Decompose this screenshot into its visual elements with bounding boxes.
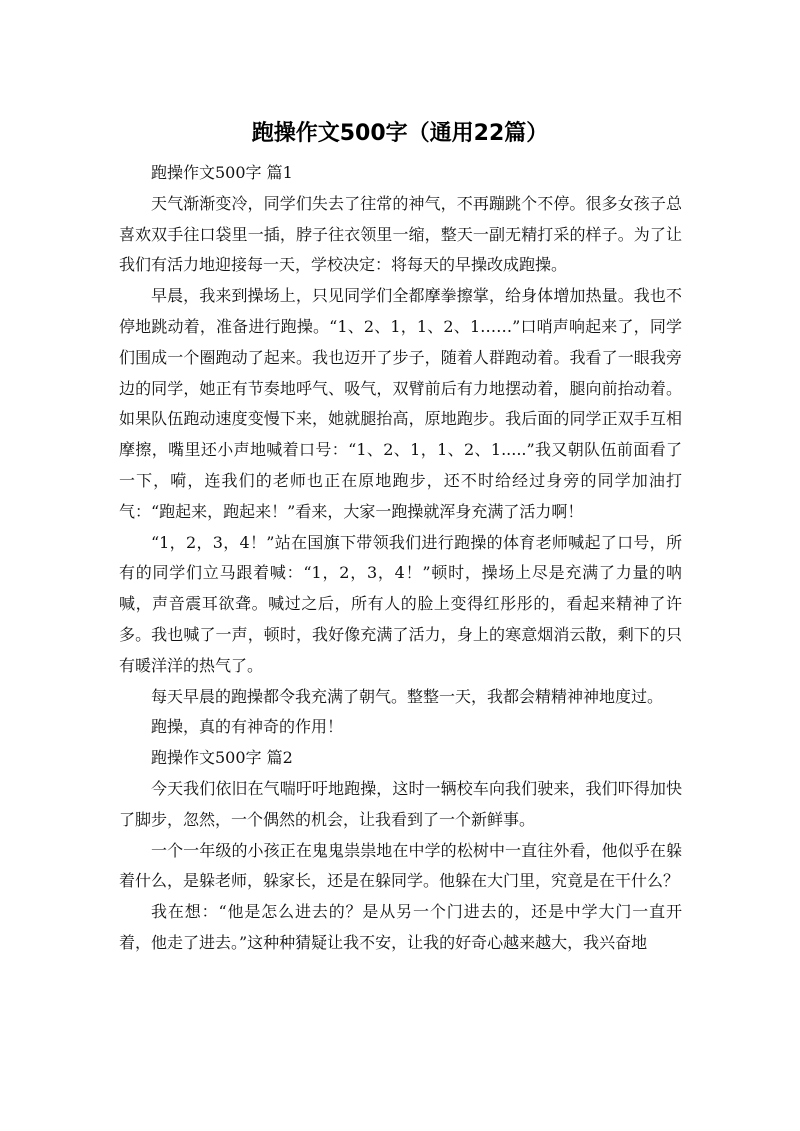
section-heading-2: 跑操作文500字 篇2 [151, 748, 293, 768]
paragraph: “1，2，3，4！”站在国旗下带领我们进行跑操的体育老师喊起了口号，所有的同学们立马跟着喊：“1，2，3，4！”顿时，操场上尽是充满了力量的呐喊，声音震耳欲聋。喊过之后，所有人的脸上变得红彤彤的，看起来精神了许多。我也喊了一声，顿时，我好像充满了活力，身上的寒意烟消云散，剩下的只有暖洋洋的热气了。 [119, 532, 682, 675]
paragraph: 天气渐渐变冷，同学们失去了往常的神气，不再蹦跳个不停。很多女孩子总喜欢双手往口袋里一插，脖子往衣领里一缩，整天一副无精打采的样子。为了让我们有活力地迎接每一天，学校决定：将每天的早操改成跑操。 [119, 193, 682, 275]
section-heading-1: 跑操作文500字 篇1 [151, 163, 293, 182]
paragraph: 每天早晨的跑操都令我充满了朝气。整整一天，我都会精精神神地度过。 [151, 686, 664, 706]
document-body [119, 158, 682, 959]
paragraph: 早晨，我来到操场上，只见同学们全都摩拳擦掌，给身体增加热量。我也不停地跳动着，准备进行跑操。“1、2、1，1、2、1……”口哨声响起来了，同学们围成一个圈跑动了起来。我也迈开了步子，随着人群跑动着。我看了一眼我旁边的同学，她正有节奏地呼气、吸气，双臂前后有力地摆动着，腿向前抬动着。如果队伍跑动速度变慢下来，她就腿抬高，原地跑步。我后面的同学正双手互相摩擦，嘴里还小声地喊着口号：“1、2、1，1、2、1.....”我又朝队伍前面看了一下，嗬，连我们的老师也正在原地跑步，还不时给经过身旁的同学加油打气：“跑起来，跑起来！”看来，大家一跑操就浑身充满了活力啊！ [119, 286, 682, 521]
paragraph: 跑操，真的有神奇的作用！ [151, 717, 344, 737]
paragraph: 我在想：“他是怎么进去的？是从另一个门进去的，还是中学大门一直开着，他走了进去。”这种种猜疑让我不安，让我的好奇心越来越大，我兴奋地 [119, 902, 682, 952]
paragraph: 今天我们依旧在气喘吁吁地跑操，这时一辆校车向我们驶来，我们吓得加快了脚步，忽然，一个偶然的机会，让我看到了一个新鲜事。 [119, 778, 682, 829]
paragraph: 一个一年级的小孩正在鬼鬼祟祟地在中学的松树中一直往外看，他似乎在躲着什么，是躲老师，躲家长，还是在躲同学。他躲在大门里，究竟是在干什么？ [119, 840, 682, 891]
document-title: 跑操作文500字（通用22篇） [251, 121, 549, 146]
